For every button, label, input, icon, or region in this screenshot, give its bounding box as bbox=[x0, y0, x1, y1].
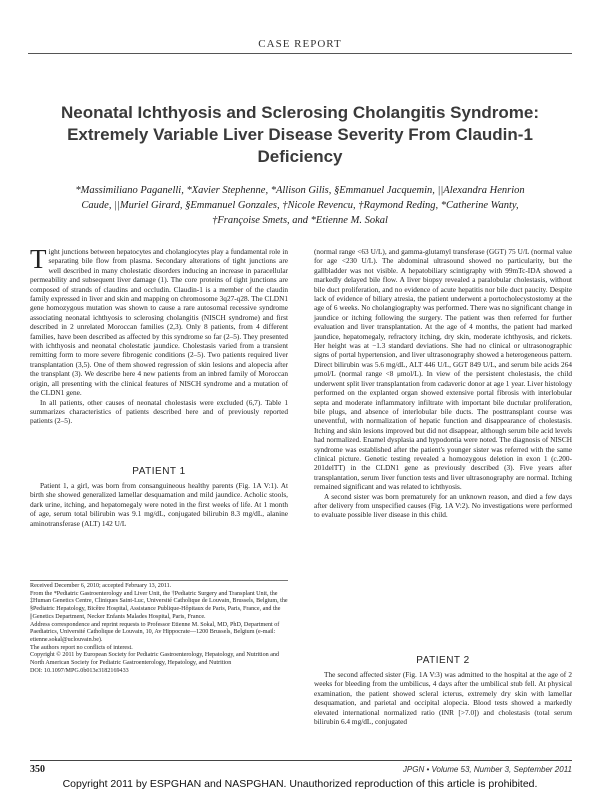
header-divider bbox=[28, 53, 572, 54]
right-column bbox=[314, 247, 572, 520]
article-type-kicker: CASE REPORT bbox=[258, 38, 342, 50]
journal-citation: JPGN • Volume 53, Number 3, September 2011 bbox=[402, 765, 572, 774]
patient-1-text bbox=[30, 481, 288, 528]
received-date: Received December 6, 2010; accepted February 13, 2011. bbox=[30, 583, 172, 589]
article-title: Neonatal Ichthyosis and Sclerosing Cholangitis Syndrome: Extremely Variable Liver Disease Severity From Claudin-1 Deficiency bbox=[61, 103, 539, 166]
intro-text: ight junctions between hepatocytes and cholangiocytes play a fundamental role in separating bile flow from plasma. Secondary alterations of tight junctions are well described in many cholestatic disorders inducing an increase in paracellular permeability and subsequent liver damage (1). The core proteins of tight junctions are composed of strands of claudins and occludin. Claudin-1 is a member of the claudin family expressed in liver and skin and mapping on chromosome 3q27-q28. The CLDN1 gene homozygous mutation was shown to cause a rare autosomal recessive syndrome associating neonatal ichthyosis to sclerosing cholangitis (NISCH syndrome) and first described in 2 unrelated Moroccan families (2,3). Only 8 patients, from 4 different families, have been described as affected by this syndrome so far (2–5). They presented with ichthyosis and neonatal cholestatic jaundice. Cholestasis varied from a transient remitting form to more severe fibrogenic conditions (2–5). Two patients required liver transplantation (3,5). One of them showed regression of skin lesions and alopecia after the transplant (3). We describe here 4 new patients from an inbred family of Moroccan origin, all presenting with the clinical features of NISCH syndrome and a mutation of the CLDN1 gene. bbox=[30, 247, 288, 398]
drop-cap: T bbox=[30, 244, 47, 274]
body-paragraph: The second affected sister (Fig. 1A V:3) was admitted to the hospital at the age of 2 weeks for bleeding from the umbilicus, 4 days after the umbilical stub fell. At physical examination, the patient showed scleral icterus, extremely dry skin with lamellar desquamation, and parietal and occipital alopecia. Blood tests showed a markedly elevated international normalized ratio (INR [>7.0]) and cholestasis (total serum bilirubin 6.4 mg/dL, conjugated bbox=[314, 670, 572, 727]
correspondence-address: Address correspondence and reprint requests to Professor Etienne M. Sokal, MD, PhD, Department of Paediatrics, Université Catholique de Louvain, 10, Av Hippocrate—1200 Brussels, Belgium (e-mail: etienne.sokal@uclouvain.be). bbox=[30, 621, 280, 643]
patient-2-text bbox=[314, 670, 572, 726]
section-heading-patient-2: PATIENT 2 bbox=[416, 655, 470, 666]
copyright-line: Copyright © 2011 by European Society for Pediatric Gastroenterology, Hepatology, and Nutrition and North American Society for Pediatric Gastroenterology, Hepatology, and Nutrition bbox=[30, 652, 280, 667]
doi: DOI: 10.1097/MPG.0b013e3182169433 bbox=[30, 667, 129, 674]
body-paragraph: In all patients, other causes of neonatal cholestasis were excluded (6,7). Table 1 summarizes characteristics of patients described here and of previously reported patients (2–5). bbox=[30, 397, 288, 426]
copyright-notice: Copyright 2011 by ESPGHAN and NASPGHAN. Unauthorized reproduction of this article is prohibited. bbox=[62, 778, 538, 790]
conflict-statement: The authors report no conflicts of interest. bbox=[30, 644, 133, 651]
left-column bbox=[30, 244, 288, 426]
body-paragraph: (normal range <63 U/L), and gamma-glutamyl transferase (GGT) 75 U/L (normal value for age <230 U/L). The abdominal ultrasound showed no particularity, but the gallbladder was not visible. A hepatobiliary scintigraphy with 99mTc-IDA showed a markedly delayed bile flow. A liver biopsy revealed a paralobular cholestasis, without bile duct proliferation, and no evidence of acute hepatitis nor bile duct paucity. Despite lack of evidence of biliary atresia, the patient underwent a portocholecystostomy at the age of 6 weeks. No cholangiography was performed. There was no significant change in jaundice or itching following the surgery. The patient was then referred for further evaluation and liver transplantation. At the age of 4 months, the patient had marked jaundice, hepatomegaly, refractory itching, dry skin, moderate ichthyosis, and rickets. Her height was at −1.3 standard deviations. She had no clinical or ultrasonographic signs of portal hypertension, and liver ultrasonography showed a heterogeneous pattern. Direct bilirubin was 5.6 mg/dL, ALT 446 U/L, GGT 849 U/L, and serum bile acids 264 μmol/L (normal range <8 μmol/L). In view of the persistent cholestasis, the child underwent split liver transplantation from cadaveric donor at age 1 year. Liver histology performed on the explanted organ showed extensive portal fibrosis with interlobular septa and moderate inflammatory infiltrate with important bile ductular proliferation, bile plugs, and absence of interlobular bile ducts. The posttransplant course was uneventful, with normalization of hepatic function and disappearance of cholestasis. Itching and skin lesions improved but did not disappear, although serum bile acid levels had normalized. Enamel dysplasia and hypodontia were noted. The diagnosis of NISCH syndrome was established after the patient's younger sister was referred with the same clinical picture. Genetic testing revealed a homozygous deletion in exon 1 (c.200-201delTT) in the CLDN1 gene as previously described (3). Five years after transplantation, serum liver function tests and liver ultrasonography are normal. Itching remained significant and was related to ichthyosis. bbox=[314, 247, 572, 492]
author-list: *Massimiliano Paganelli, *Xavier Stephenne, *Allison Gilis, §Emmanuel Jacquemin, ||Alexandra Henrion Caude, ||Muriel Girard, §Emmanuel Gonzales, †Nicole Revencu, †Raymond Reding, *Catherine Wanty, †Françoise Smets, and *Etienne M. Sokal bbox=[75, 185, 525, 226]
footer-divider bbox=[30, 760, 572, 761]
footnote-divider bbox=[30, 580, 288, 581]
body-paragraph: Patient 1, a girl, was born from consanguineous healthy parents (Fig. 1A V:1). At birth she showed generalized lamellar desquamation and mild jaundice. Acholic stools, dark urine, itching, and hepatomegaly were noted in the first weeks of life. At 1 month of age, serum total bilirubin was 9.1 mg/dL, conjugated bilirubin 8.3 mg/dL, alanine aminotransferase (ALT) 142 U/L bbox=[30, 481, 288, 528]
section-heading-patient-1: PATIENT 1 bbox=[132, 466, 186, 477]
body-paragraph: A second sister was born prematurely for an unknown reason, and died a few days after delivery from unspecified causes (Fig. 1A V:2). No investigations were performed to evaluate possible liver disease in this child. bbox=[314, 491, 572, 520]
intro-paragraph bbox=[30, 244, 288, 398]
footnotes bbox=[30, 583, 288, 675]
affiliations: From the *Pediatric Gastroenterology and Liver Unit, the †Pediatric Surgery and Transplant Unit, the ‡Human Genetics Centre, Cliniques Saint-Luc, Université Catholique de Louvain, Brussels, Belgium, the §Pediatric Hepatology, Bicêtre Hospital, Assistance Publique-Hôpitaux de Paris, Paris, France, and the ||Genetics Department, Necker Enfants Malades Hospital, Paris, France. bbox=[30, 590, 288, 620]
page-number: 350 bbox=[30, 764, 45, 775]
